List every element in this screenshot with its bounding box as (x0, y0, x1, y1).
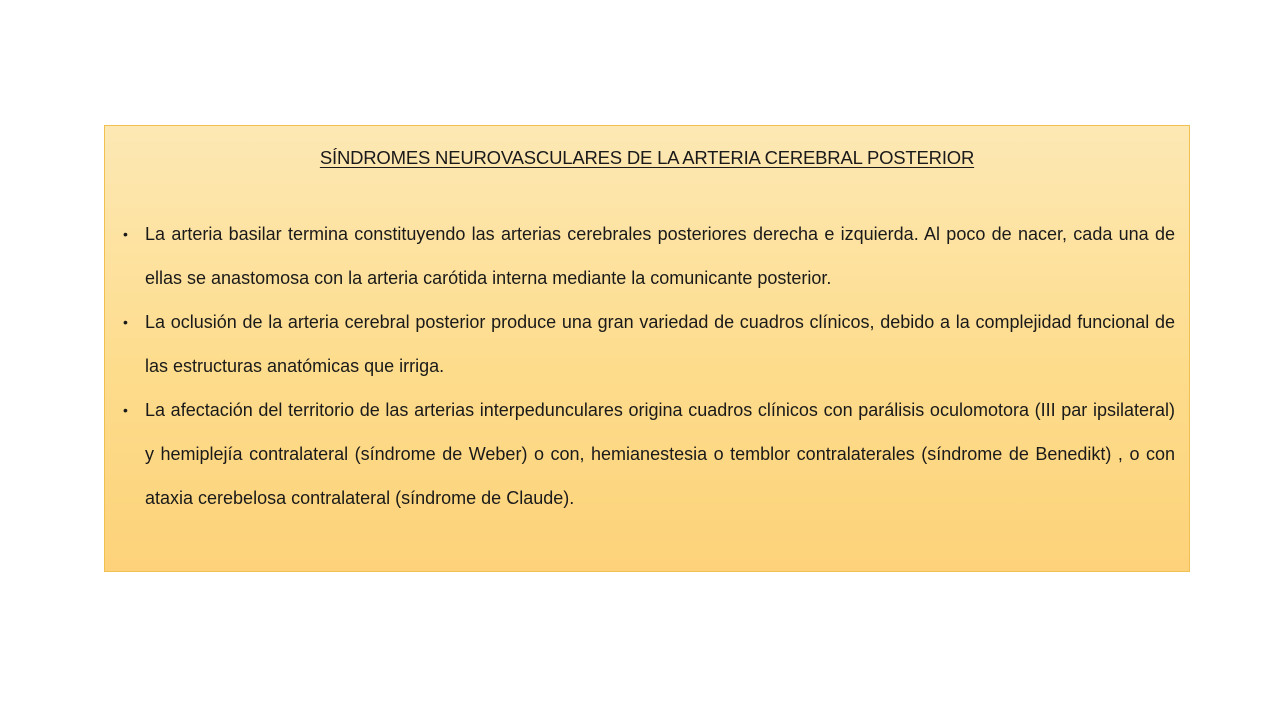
bullet-item (123, 388, 1175, 520)
bullet-item (123, 300, 1175, 388)
bullet-text: La oclusión de la arteria cerebral posterior produce una gran variedad de cuadros clínicos, debido a la complejidad funcional de las estructuras anatómicas que irriga. (145, 312, 1175, 376)
bullet-item (123, 212, 1175, 300)
bullet-icon: • (123, 314, 128, 330)
bullet-list (123, 212, 1175, 520)
bullet-text: La afectación del territorio de las arterias interpedunculares origina cuadros clínicos con parálisis oculomotora (III par ipsilateral) y hemiplejía contralateral (síndrome de Weber) o con, hemianestesia o temblor contralaterales (síndrome de Benedikt) , o con ataxia cerebelosa contralateral (síndrome de Claude). (145, 400, 1175, 508)
bullet-text: La arteria basilar termina constituyendo las arterias cerebrales posteriores derecha e izquierda. Al poco de nacer, cada una de ellas se anastomosa con la arteria carótida interna mediante la comunicante posterior. (145, 224, 1175, 288)
slide-title: SÍNDROMES NEUROVASCULARES DE LA ARTERIA CEREBRAL POSTERIOR (319, 147, 975, 168)
content-box (104, 125, 1190, 572)
bullet-icon: • (123, 226, 128, 242)
bullet-icon: • (123, 402, 128, 418)
